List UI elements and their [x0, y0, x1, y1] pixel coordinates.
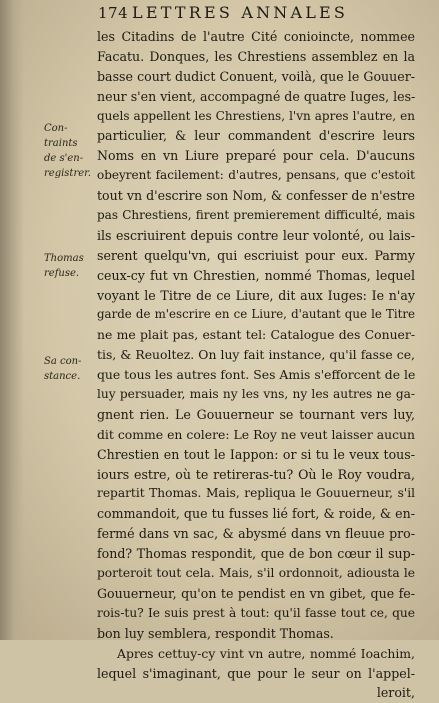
text-line: Gouuerneur, qu'on te pendist en vn gibet, que fe- [97, 585, 415, 601]
text-line: rois-tu? Ie suis prest à tout: qu'il fasse tout ce, que [97, 605, 415, 620]
text-line: les Citadins de l'autre Cité conioincte, nommee [97, 29, 415, 44]
text-line: garde de m'escrire en ce Liure, d'autant que le Titre [97, 307, 415, 322]
text-line: que tous les autres font. Ses Amis s'efforcent de le [97, 367, 416, 383]
text-line: Chrestien en tout le Iappon: or si tu le veux tous- [97, 446, 415, 462]
text-line: luy persuader, mais ny les vns, ny les autres ne ga- [97, 387, 415, 402]
text-line: quels appellent les Chrestiens, l'vn apres l'autre, en [97, 108, 415, 123]
margin-note-line: Sa con- [44, 356, 82, 367]
text-line: serent quelqu'vn, qui escriuist pour eux. Parmy [97, 247, 415, 263]
running-header [98, 3, 428, 23]
running-title: LETTRES ANNALES [132, 3, 349, 22]
page-number: 174 [98, 4, 129, 22]
margin-note-thomas-refuses [44, 251, 98, 281]
margin-note-line: de s'en- [44, 153, 84, 164]
text-line: Apres cettuy-cy vint vn autre, nommé Ioachim, [117, 645, 415, 661]
text-line: dit comme en colere: Le Roy ne veut laisser aucun [97, 426, 415, 442]
margin-note-line: Thomas [44, 253, 84, 264]
margin-note-line: Con- [44, 123, 68, 134]
text-line: commandoit, que tu fusses lié fort, & roide, & en- [97, 506, 415, 522]
text-line: leroit, [376, 685, 415, 701]
text-line: voyant le Titre de ce Liure, dit aux Iuges: Ie n'ay [97, 287, 415, 303]
text-line: gnent rien. Le Gouuerneur se tournant vers luy, [97, 406, 415, 422]
margin-note-line: registrer. [44, 168, 92, 179]
margin-note-line: stance. [44, 371, 81, 382]
text-line: ils escriuirent depuis contre leur volonté, ou lais- [97, 227, 415, 243]
body-text [97, 27, 415, 703]
margin-note-constraints [44, 121, 98, 181]
text-line: bon luy semblera, respondit Thomas. [97, 625, 334, 641]
text-line: neur s'en vient, accompagné de quatre Iuges, les- [97, 88, 416, 104]
text-line: repartit Thomas. Mais, repliqua le Gouuerneur, s'il [97, 486, 415, 501]
text-line: fermé dans vn sac, & abysmé dans vn fleuue pro- [97, 526, 415, 542]
text-line: fond? Thomas respondit, que de bon cœur il sup- [97, 546, 415, 562]
text-line: tis, & Reuoltez. On luy fait instance, qu'il fasse ce, [97, 347, 415, 363]
text-line: ne me plait pas, estant tel: Catalogue des Conuer- [97, 327, 415, 343]
text-line: pas Chrestiens, firent premierement difficulté, mais [97, 208, 415, 223]
margin-note-line: refuse. [44, 268, 80, 279]
text-line: basse court dudict Conuent, voilà, que le Gouuer- [97, 68, 415, 84]
page-gutter-shadow [0, 0, 24, 640]
text-line: Noms en vn Liure preparé pour cela. D'aucuns [97, 148, 415, 164]
text-line: iours estre, où te retireras-tu? Où le Roy voudra, [97, 466, 415, 482]
text-line: Facatu. Donques, les Chrestiens assemblez en la [97, 48, 415, 64]
text-line: ceux-cy fut vn Chrestien, nommé Thomas, lequel [97, 267, 415, 283]
margin-note-constancy [44, 354, 98, 384]
text-line: porteroit tout cela. Mais, s'il ordonnoit, adiousta le [97, 566, 415, 581]
text-line: particulier, & leur commandent d'escrire leurs [97, 128, 415, 144]
text-line: tout vn d'escrire son Nom, & confesser de n'estre [97, 188, 415, 204]
text-line: obeyrent facilement: d'autres, pensans, que c'estoit [97, 168, 415, 183]
margin-note-line: traints [44, 138, 78, 149]
text-line: lequel s'imaginant, que pour le seur on l'appel- [97, 665, 415, 681]
